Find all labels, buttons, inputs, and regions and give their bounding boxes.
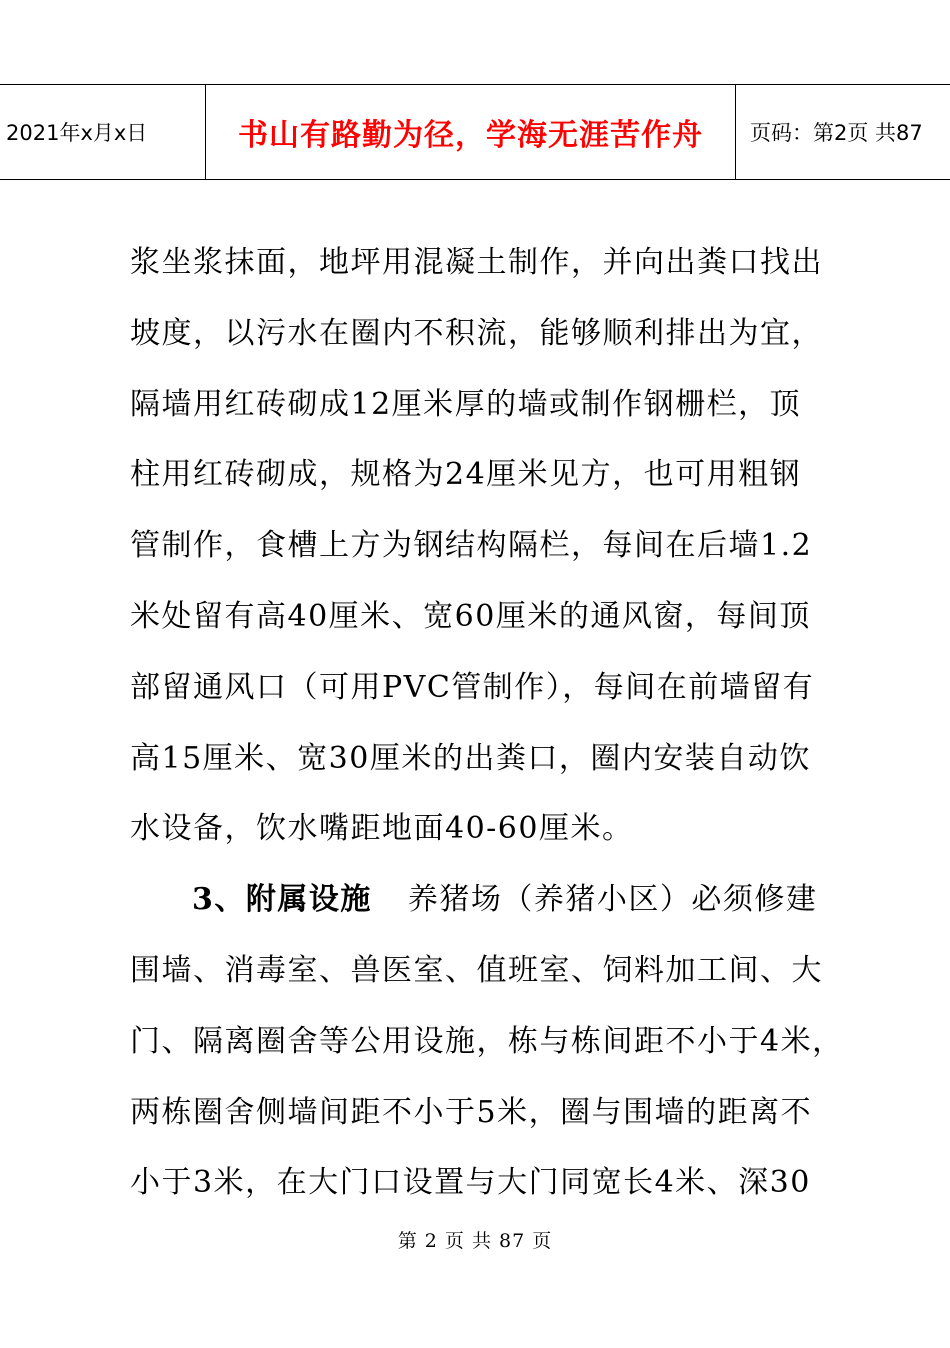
body-line: 浆坐浆抹面，地坪用混凝土制作，并向出粪口找出 [130, 245, 823, 280]
section-first-line [130, 865, 850, 936]
document-body [130, 228, 850, 1219]
body-line: 围墙、消毒室、兽医室、值班室、饲料加工间、大 [130, 952, 823, 988]
body-line: 高15厘米、宽30厘米的出粪口，圈内安装自动饮 [130, 740, 811, 776]
body-line: 柱用红砖砌成，规格为24厘米见方，也可用粗钢 [130, 457, 802, 493]
section-heading: 3、附属设施 [192, 882, 372, 918]
header-date: 2021年x月x日 [0, 85, 206, 179]
page-footer: 第 2 页 共 87 页 [397, 1230, 553, 1252]
header-motto: 书山有路勤为径，学海无涯苦作舟 [206, 85, 736, 179]
body-line: 两栋圈舍侧墙间距不小于5米，圈与围墙的距离不 [130, 1094, 813, 1130]
body-line: 部留通风口（可用PVC管制作），每间在前墙留有 [130, 669, 815, 705]
body-line: 米处留有高40厘米、宽60厘米的通风窗，每间顶 [130, 598, 811, 634]
body-line: 坡度，以污水在圈内不积流，能够顺利排出为宜， [130, 315, 823, 351]
body-line: 小于3米，在大门口设置与大门同宽长4米、深30 [130, 1165, 811, 1201]
page-header [0, 84, 950, 180]
header-page-info: 页码：第2页 共87 [750, 121, 923, 145]
body-line: 水设备，饮水嘴距地面40-60厘米。 [130, 811, 634, 847]
section-first-text: 养猪场（养猪小区）必须修建 [407, 882, 818, 918]
body-line: 管制作，食槽上方为钢结构隔栏，每间在后墙1.2 [130, 528, 813, 564]
body-line: 隔墙用红砖砌成12厘米厚的墙或制作钢栅栏，顶 [130, 386, 802, 422]
body-line: 门、隔离圈舍等公用设施，栋与栋间距不小于4米， [130, 1023, 844, 1059]
